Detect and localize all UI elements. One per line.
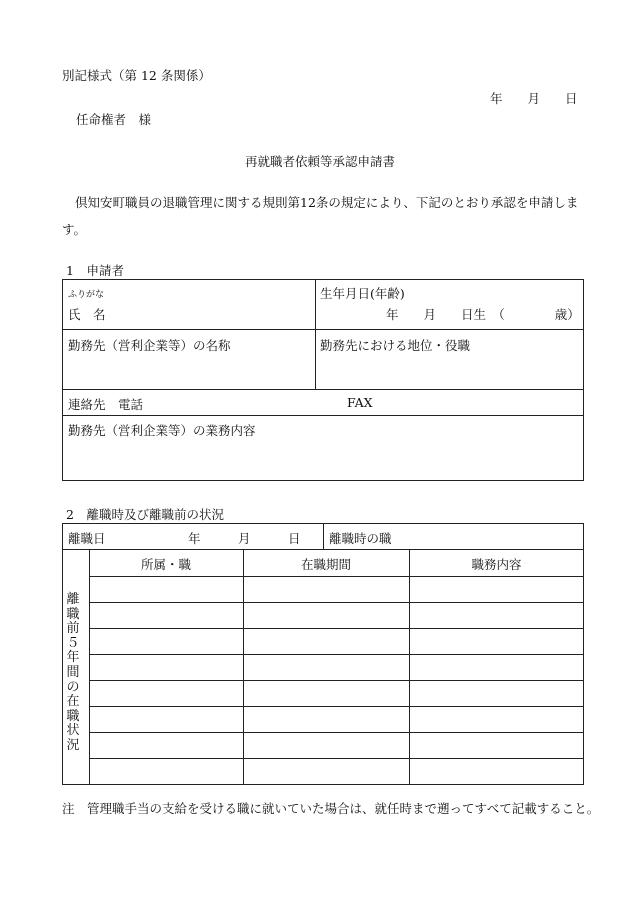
retire-date-value: 年 月 日 bbox=[188, 531, 301, 546]
history-row-line bbox=[89, 732, 584, 733]
history-header-line bbox=[62, 549, 584, 550]
business-label: 勤務先（営利企業等）の業務内容 bbox=[68, 423, 256, 438]
retire-divider bbox=[323, 523, 324, 549]
employer-name-label: 勤務先（営利企業等）の名称 bbox=[68, 338, 231, 353]
column-header-dept: 所属・職 bbox=[140, 557, 191, 572]
history-col-divider-1 bbox=[89, 549, 90, 785]
column-header-period: 在職期間 bbox=[300, 557, 351, 572]
applicant-divider-h1 bbox=[62, 329, 584, 330]
section2-heading: 2 離職時及び離職前の状況 bbox=[66, 507, 224, 522]
footnote: 注 管理職手当の支給を受ける職に就いていた場合は、就任時まで遡ってすべて記載すること。 bbox=[62, 801, 600, 816]
intro-paragraph: 倶知安町職員の退職管理に関する規則第12条の規定により、下記のとおり承認を申請します。 bbox=[62, 195, 579, 237]
date-line: 年 月 日 bbox=[490, 91, 578, 106]
history-side-label: 離職前５年間の在職状況 bbox=[66, 592, 80, 753]
history-row-line bbox=[89, 706, 584, 707]
retire-post-label: 離職時の職 bbox=[329, 531, 392, 546]
employer-position-label: 勤務先における地位・役職 bbox=[320, 338, 471, 353]
history-row-line bbox=[89, 602, 584, 603]
applicant-divider-v bbox=[315, 279, 316, 390]
furigana-label: ふりがな bbox=[68, 290, 105, 300]
history-row-line bbox=[89, 576, 584, 577]
applicant-divider-h2 bbox=[62, 389, 584, 390]
section1-heading: 1 申請者 bbox=[66, 263, 124, 278]
history-row-line bbox=[89, 654, 584, 655]
history-col-divider-3 bbox=[409, 549, 410, 785]
addressee: 任命権者 様 bbox=[76, 112, 152, 127]
birth-value: 年 月 日生 （ 歳） bbox=[386, 307, 580, 322]
form-label: 別記様式（第 12 条関係） bbox=[62, 68, 211, 83]
document-title: 再就職者依頼等承認申請書 bbox=[245, 154, 396, 169]
retire-date-label: 離職日 bbox=[68, 531, 106, 546]
name-label: 氏 名 bbox=[68, 307, 106, 322]
fax-label: FAX bbox=[347, 395, 373, 410]
column-header-duties: 職務内容 bbox=[471, 557, 522, 572]
birth-label: 生年月日(年齢) bbox=[320, 286, 405, 301]
history-row-line bbox=[89, 628, 584, 629]
history-row-line bbox=[89, 758, 584, 759]
applicant-divider-h3 bbox=[62, 415, 584, 416]
history-col-divider-2 bbox=[243, 549, 244, 785]
contact-label: 連絡先 電話 bbox=[68, 397, 144, 412]
history-row-line bbox=[89, 680, 584, 681]
